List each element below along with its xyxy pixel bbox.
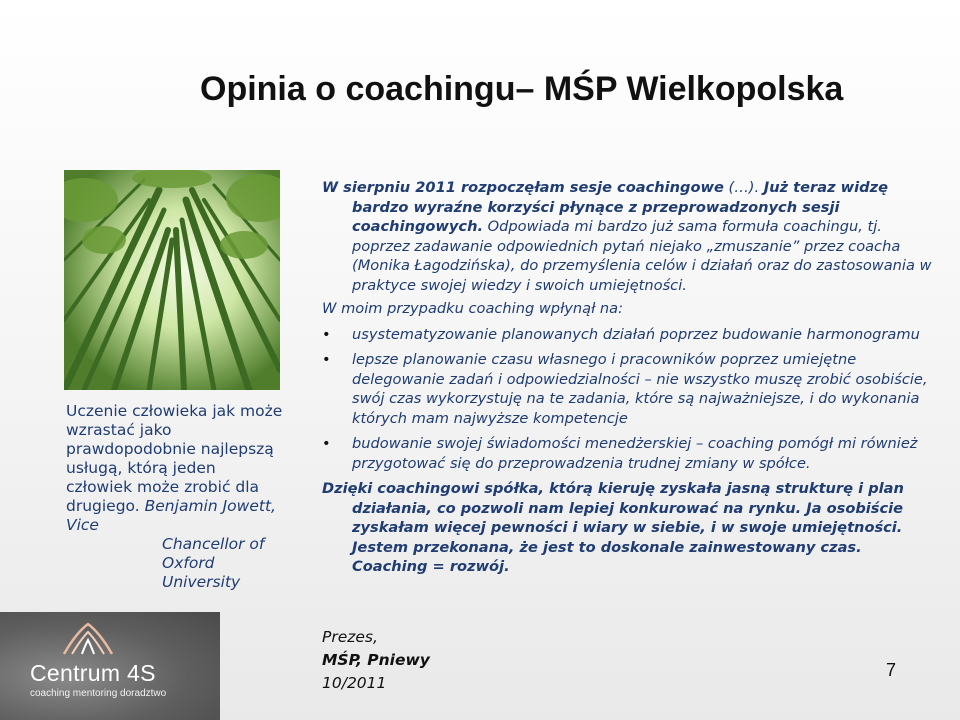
- signature-role: Prezes,: [322, 628, 378, 646]
- testimonial-conclusion: Dzięki coachingowi spółka, którą kieruję zyskała jasną strukturę i plan działania, co pozwoli nam lepiej konkurować na rynku. Ja osobiście zyskałam więcej pewności i wiary w siebie, i w swoje umiejętności. Jestem przekonana, że jest to doskonale zainwestowany czas. Coaching = rozwój.: [322, 480, 904, 575]
- quote-text: Uczenie człowieka jak może wzrastać jako prawdopodobnie najlepszą usługą, którą jeden człowiek może zrobić dla drugiego.: [66, 402, 283, 515]
- impact-list-item: • lepsze planowanie czasu własnego i pracowników poprzez umiejętne delegowanie zadań i odpowiedzialności – nie wszystko muszę zrobić osobiście, swój czas wykorzystuję na te zadania, które są najważniejsze, i do wykonania których mam najwyższe kompetencje: [322, 350, 942, 428]
- signature-organization: MŚP, Pniewy: [322, 651, 430, 669]
- logo-name: Centrum 4S: [30, 660, 156, 686]
- impact-list-item: • usystematyzowanie planowanych działań poprzez budowanie harmonogramu: [322, 325, 942, 345]
- slide-title: Opinia o coachingu– MŚP Wielkopolska: [200, 70, 844, 108]
- intro-ellipsis: (…).: [728, 179, 760, 196]
- bamboo-photo: [64, 170, 280, 390]
- testimonial-body: [322, 178, 942, 577]
- page-number: 7: [886, 660, 897, 680]
- intro-italic-detail: Odpowiada mi bardzo już sama formuła coachingu, tj. poprzez zadawanie odpowiednich pytań niejako „zmuszanie” przez coacha (Monika Łagodzińska), do przemyślenia celów i działań oraz do zastosowania w praktyce swojej wiedzy i swoich umiejętności.: [352, 218, 932, 294]
- inspirational-quote: [66, 402, 286, 592]
- quote-affiliation-1: Chancellor of: [162, 535, 265, 553]
- impact-list-item: • budowanie swojej świadomości menedżerskiej – coaching pomógł mi również przygotować się do przeprowadzenia trudnej zmiany w spółce.: [322, 434, 942, 473]
- signature-block: [322, 626, 582, 695]
- testimonial-intro: [322, 178, 942, 295]
- intro-bold-start: W sierpniu 2011 rozpoczęłam sesje coachingowe: [322, 179, 724, 196]
- quote-affiliation-3: University: [162, 573, 241, 591]
- logo-tagline: coaching mentoring doradztwo: [30, 688, 167, 699]
- impact-list: [322, 325, 942, 474]
- impact-lead-in: W moim przypadku coaching wpłynął na:: [322, 300, 624, 317]
- centrum-4s-logo-icon: [58, 620, 118, 660]
- quote-author: Benjamin Jowett, Vice: [66, 497, 276, 534]
- signature-date: 10/2011: [322, 674, 387, 692]
- intro-bold-benefits: Już teraz widzę bardzo wyraźne korzyści płynące z przeprowadzonych sesji coachingowych.: [352, 179, 888, 235]
- quote-affiliation-2: Oxford: [162, 554, 215, 572]
